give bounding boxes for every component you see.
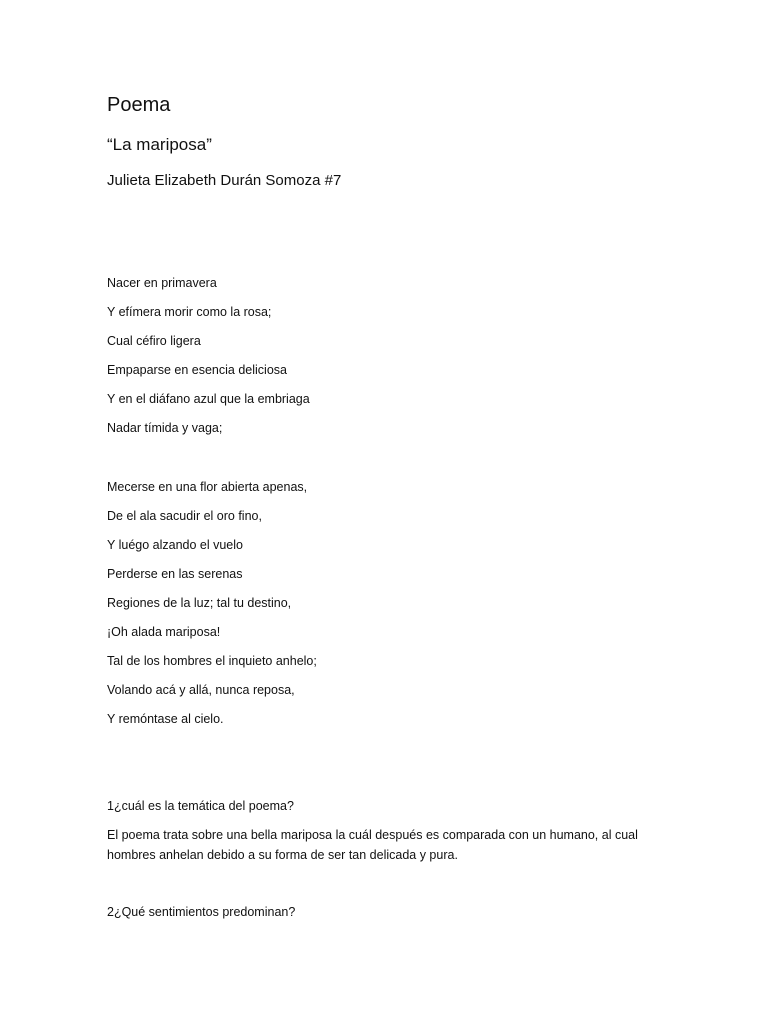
- verse-line: Tal de los hombres el inquieto anhelo;: [107, 654, 317, 668]
- verse-line: Y en el diáfano azul que la embriaga: [107, 392, 310, 406]
- question-text: 1¿cuál es la temática del poema?: [107, 799, 294, 813]
- verse-line: Volando acá y allá, nunca reposa,: [107, 683, 295, 697]
- author-name: Julieta Elizabeth Durán Somoza #7: [107, 172, 342, 189]
- verse-line: ¡Oh alada mariposa!: [107, 625, 221, 639]
- question-text: 2¿Qué sentimientos predominan?: [107, 905, 296, 919]
- document-title: Poema: [107, 94, 171, 116]
- verse-line: Y remóntase al cielo.: [107, 712, 224, 726]
- verse-line: Regiones de la luz; tal tu destino,: [107, 596, 292, 610]
- verse-line: Y efímera morir como la rosa;: [107, 305, 272, 319]
- verse-line: Perderse en las serenas: [107, 567, 243, 581]
- verse-line: De el ala sacudir el oro fino,: [107, 509, 262, 523]
- verse-line: Y luégo alzando el vuelo: [107, 538, 243, 552]
- poem-title: “La mariposa”: [107, 135, 212, 154]
- verse-line: Mecerse en una flor abierta apenas,: [107, 480, 308, 494]
- verse-line: Nadar tímida y vaga;: [107, 421, 223, 435]
- verse-line: Empaparse en esencia deliciosa: [107, 363, 287, 377]
- answer-text: El poema trata sobre una bella mariposa la cuál después es comparada con un humano, al cual hombres anhelan debido a su forma de ser tan delicada y pura.: [107, 828, 638, 862]
- verse-line: Nacer en primavera: [107, 276, 217, 290]
- verse-line: Cual céfiro ligera: [107, 334, 201, 348]
